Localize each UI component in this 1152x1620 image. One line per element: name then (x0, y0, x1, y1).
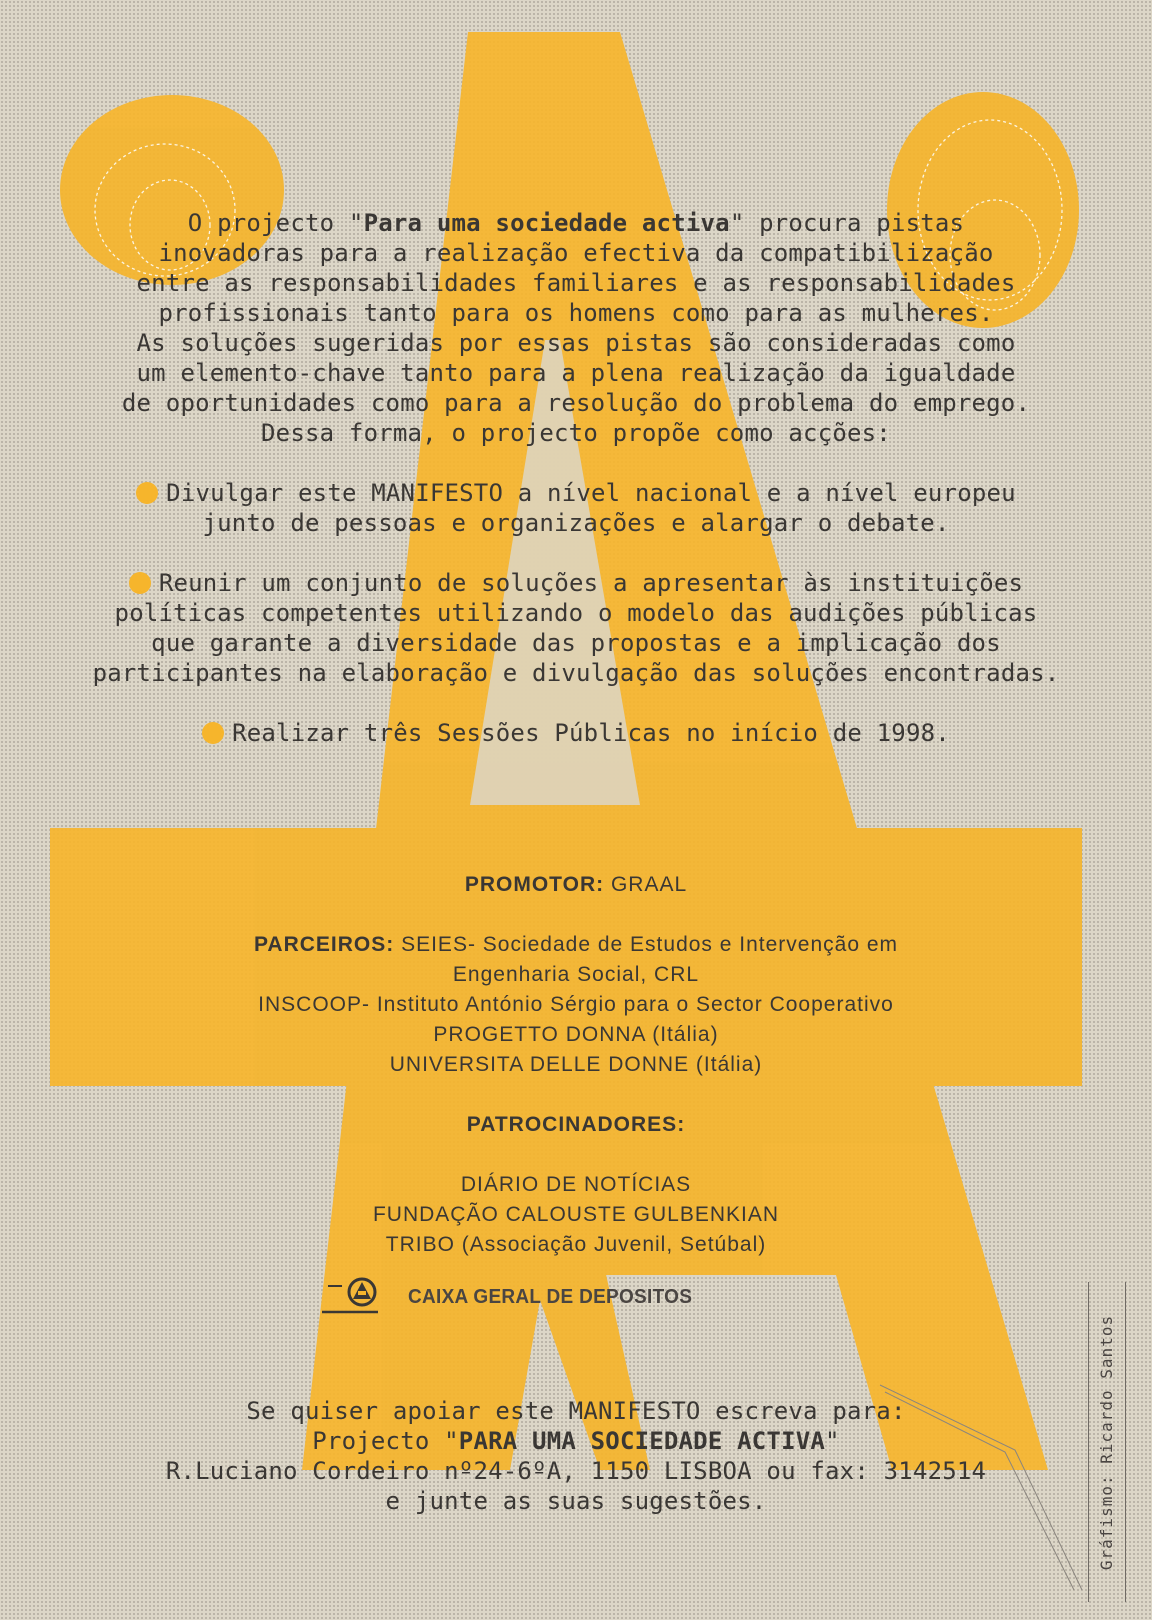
bullet-icon (129, 572, 151, 594)
parceiros-line-2: Engenharia Social, CRL (452, 963, 700, 986)
cgd-sponsor-logo (322, 1272, 707, 1322)
intro-line-3: entre as responsabilidades familiares e as responsabilidades (136, 269, 1016, 297)
patrocinador-2: FUNDAÇÃO CALOUSTE GULBENKIAN (372, 1203, 780, 1226)
action-2-line-1: Reunir um conjunto de soluções a apresentar às instituições (0, 568, 1152, 598)
patrocinador-3: TRIBO (Associação Juvenil, Setúbal) (385, 1233, 767, 1256)
contact-line-2: Projecto "PARA UMA SOCIEDADE ACTIVA" (312, 1427, 840, 1455)
intro-line-1: O projecto "Para uma sociedade activa" procura pistas (187, 209, 965, 237)
intro-line-5: As soluções sugeridas por essas pistas são consideradas como (136, 329, 1016, 357)
action-3-line-1: Realizar três Sessões Públicas no início de 1998. (0, 718, 1152, 748)
intro-line-2: inovadoras para a realização efectiva da compatibilização (158, 239, 994, 267)
action-1-line-2: junto de pessoas e organizações e alargar o debate. (202, 509, 950, 537)
contact-line-3: R.Luciano Cordeiro nº24-6ºA, 1150 LISBOA ou fax: 3142514 (165, 1457, 987, 1485)
promotor: PROMOTOR: GRAAL (464, 873, 688, 896)
patrocinadores-heading: PATROCINADORES: (466, 1113, 686, 1136)
design-credit-text: Gráfismo: Ricardo Santos (1097, 1314, 1117, 1570)
intro-line-4: profissionais tanto para os homens como para as mulheres. (158, 299, 994, 327)
design-credit (1088, 1282, 1126, 1602)
contact-line-1: Se quiser apoiar este MANIFESTO escreva para: (246, 1397, 906, 1425)
intro-line-7: de oportunidades como para a resolução do problema do emprego. (121, 389, 1031, 417)
parceiros-line-4: PROGETTO DONNA (Itália) (433, 1023, 719, 1046)
bullet-icon (202, 722, 224, 744)
parceiros-line-5: UNIVERSITA DELLE DONNE (Itália) (389, 1053, 763, 1076)
contact-line-4: e junte as suas sugestões. (385, 1487, 767, 1515)
action-2-line-3: que garante a diversidade das propostas e a implicação dos (151, 629, 1001, 657)
parceiros-line-3: INSCOOP- Instituto António Sérgio para o Sector Cooperativo (258, 993, 894, 1016)
cgd-emblem-icon (322, 1272, 394, 1322)
action-1-line-1: Divulgar este MANIFESTO a nível nacional e a nível europeu (0, 478, 1152, 508)
action-2-line-4: participantes na elaboração e divulgação das soluções encontradas. (92, 659, 1060, 687)
patrocinador-1: DIÁRIO DE NOTÍCIAS (460, 1173, 692, 1196)
cgd-logo-text: CAIXA GERAL DE DEPOSITOS (408, 1285, 693, 1308)
intro-line-6: um elemento-chave tanto para a plena realização da igualdade (136, 359, 1016, 387)
parceiros-line-1: PARCEIROS: SEIES- Sociedade de Estudos e Intervenção em (253, 933, 899, 956)
action-2-line-2: políticas competentes utilizando o modelo das audições públicas (114, 599, 1038, 627)
intro-line-8: Dessa forma, o projecto propõe como acções: (261, 419, 891, 447)
bullet-icon (136, 482, 158, 504)
